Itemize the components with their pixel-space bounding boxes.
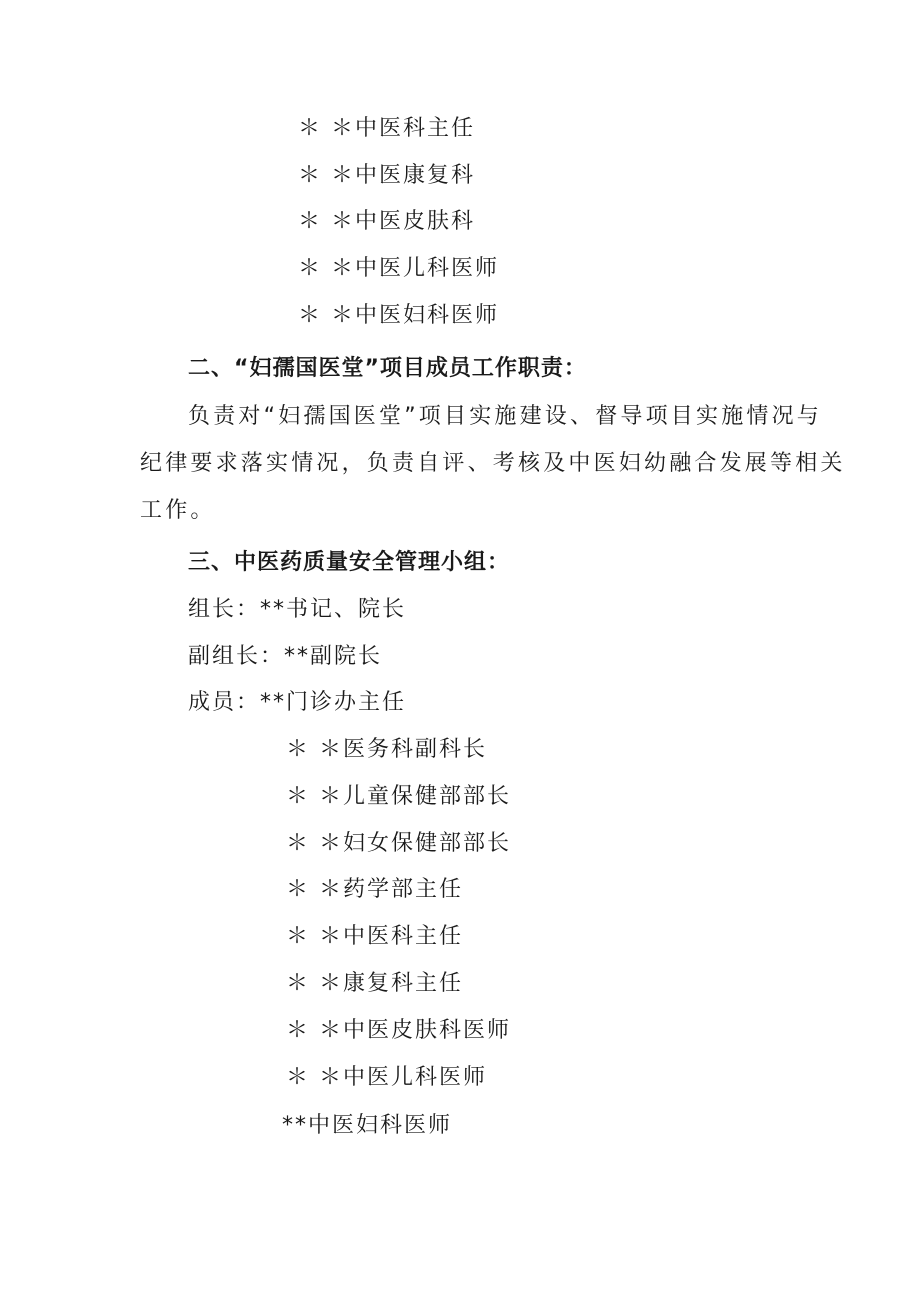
paragraph-line: 工作。 <box>140 498 216 523</box>
deputy-leader-line: 副组长：**副院长 <box>188 644 383 669</box>
section-heading: 二、“妇孺国医堂”项目成员工作职责： <box>188 356 587 381</box>
member-item: ＊ ＊中医皮肤科医师 <box>286 1018 511 1043</box>
members-label-line: 成员：**门诊办主任 <box>188 690 407 715</box>
leader-line: 组长：**书记、院长 <box>188 597 407 622</box>
member-item: ＊ ＊中医科主任 <box>298 116 475 141</box>
member-item: ＊ ＊中医康复科 <box>298 163 475 188</box>
member-item: ＊ ＊妇女保健部部长 <box>286 831 511 856</box>
member-item: ＊ ＊中医科主任 <box>286 924 463 949</box>
paragraph-line: 纪律要求落实情况，负责自评、考核及中医妇幼融合发展等相关 <box>140 451 846 476</box>
member-item: ＊ ＊中医妇科医师 <box>298 303 499 328</box>
member-item: ＊ ＊康复科主任 <box>286 971 463 996</box>
member-item: ＊ ＊儿童保健部部长 <box>286 784 511 809</box>
section-heading: 三、中医药质量安全管理小组： <box>188 550 511 575</box>
member-item: ＊ ＊医务科副科长 <box>286 737 487 762</box>
member-item: ＊ ＊中医儿科医师 <box>298 256 499 281</box>
member-item: ＊ ＊中医儿科医师 <box>286 1065 487 1090</box>
member-item: ＊ ＊药学部主任 <box>286 877 463 902</box>
member-item: ＊ ＊中医皮肤科 <box>298 209 475 234</box>
paragraph-line: 负责对“妇孺国医堂”项目实施建设、督导项目实施情况与 <box>188 404 822 429</box>
member-item: **中医妇科医师 <box>282 1113 453 1138</box>
